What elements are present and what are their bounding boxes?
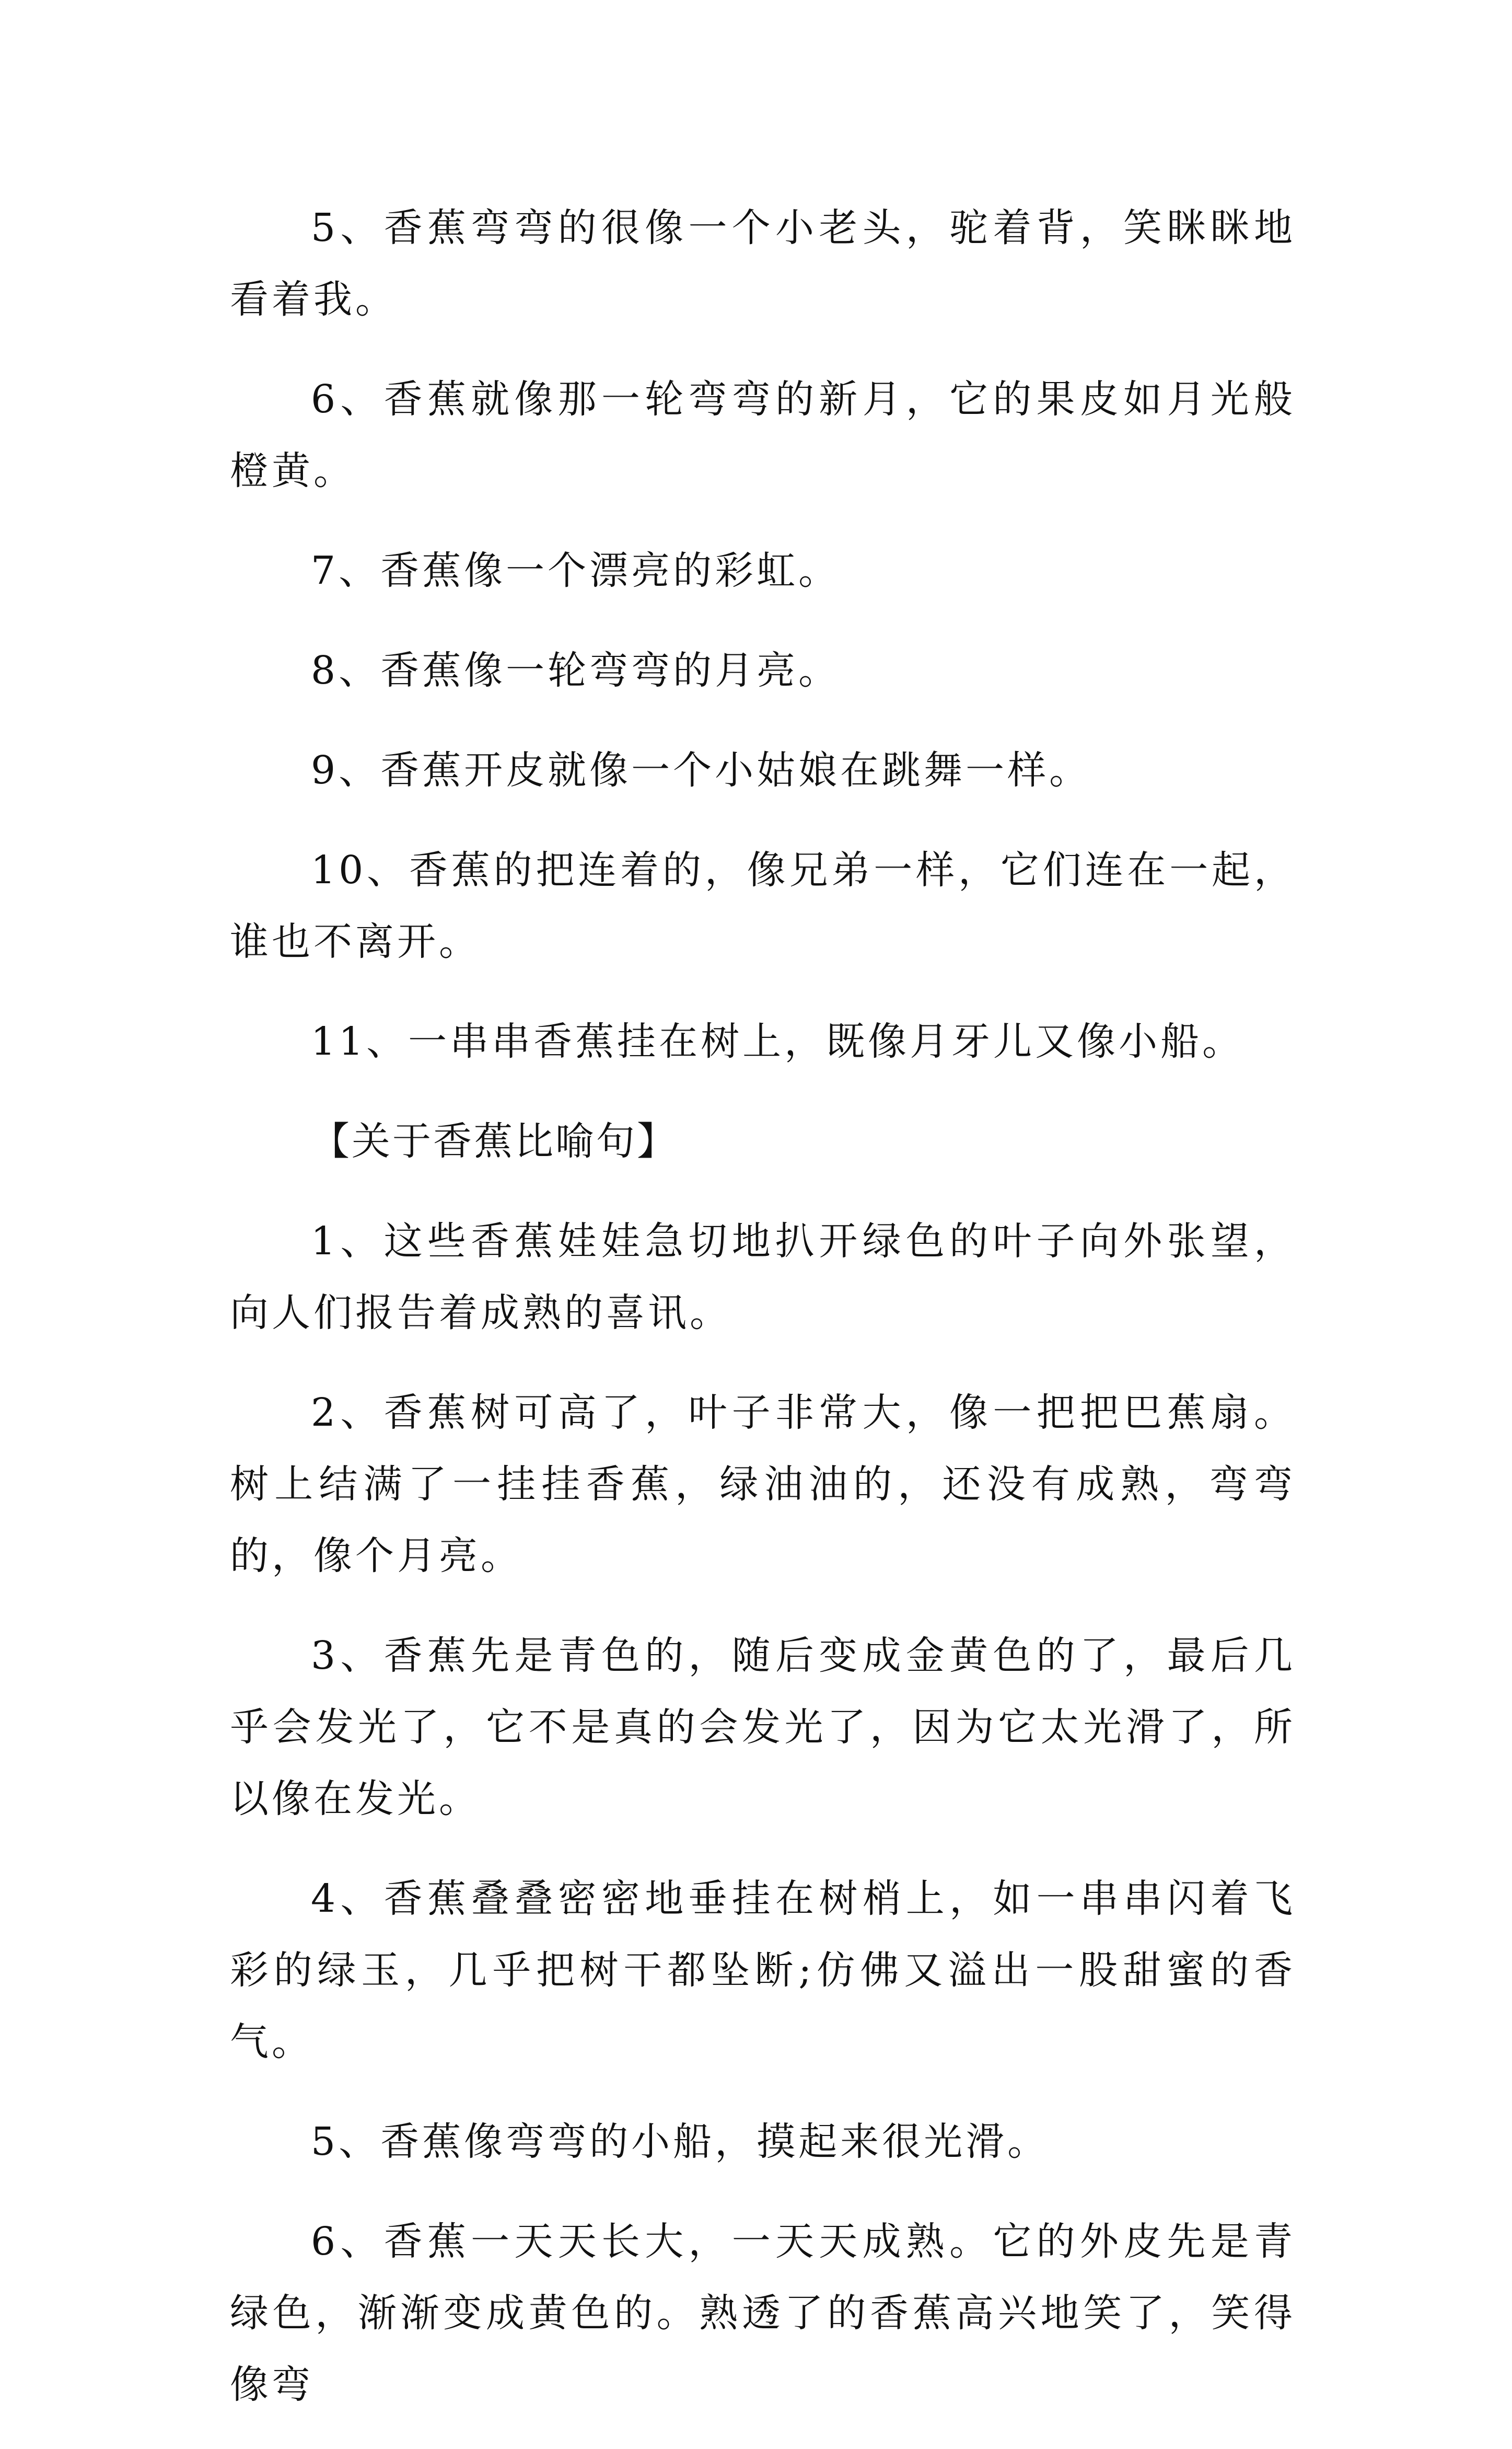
- paragraph-item: 10、香蕉的把连着的，像兄弟一样，它们连在一起，谁也不离开。: [230, 848, 1296, 964]
- paragraph-item: 8、香蕉像一轮弯弯的月亮。: [311, 648, 841, 693]
- paragraph-item: 5、香蕉像弯弯的小船，摸起来很光滑。: [311, 2119, 1050, 2164]
- paragraph-item: 3、香蕉先是青色的，随后变成金黄色的了，最后几乎会发光了，它不是真的会发光了，因为它太光滑了，所以像在发光。: [230, 1633, 1296, 1821]
- paragraph-item: 1、这些香蕉娃娃急切地扒开绿色的叶子向外张望，向人们报告着成熟的喜讯。: [230, 1219, 1296, 1335]
- paragraph-item: 6、香蕉就像那一轮弯弯的新月，它的果皮如月光般橙黄。: [230, 377, 1296, 493]
- paragraph-item: 6、香蕉一天天长大，一天天成熟。它的外皮先是青绿色，渐渐变成黄色的。熟透了的香蕉高兴地笑了，笑得像弯: [230, 2219, 1296, 2407]
- paragraph-item: 5、香蕉弯弯的很像一个小老头，驼着背，笑眯眯地看着我。: [230, 205, 1296, 322]
- paragraph-item: 11、一串串香蕉挂在树上，既像月牙儿又像小船。: [311, 1019, 1245, 1064]
- paragraph-item: 9、香蕉开皮就像一个小姑娘在跳舞一样。: [311, 748, 1091, 793]
- section-heading: 【关于香蕉比喻句】: [311, 1119, 678, 1164]
- paragraph-item: 2、香蕉树可高了，叶子非常大，像一把把巴蕉扇。树上结满了一挂挂香蕉，绿油油的，还没有成熟，弯弯的，像个月亮。: [230, 1390, 1296, 1578]
- document-body: [230, 192, 1296, 2449]
- paragraph-item: 7、香蕉像一个漂亮的彩虹。: [311, 548, 841, 593]
- paragraph-item: 4、香蕉叠叠密密地垂挂在树梢上，如一串串闪着飞彩的绿玉，几乎把树干都坠断;仿佛又溢出一股甜蜜的香气。: [230, 1876, 1296, 2064]
